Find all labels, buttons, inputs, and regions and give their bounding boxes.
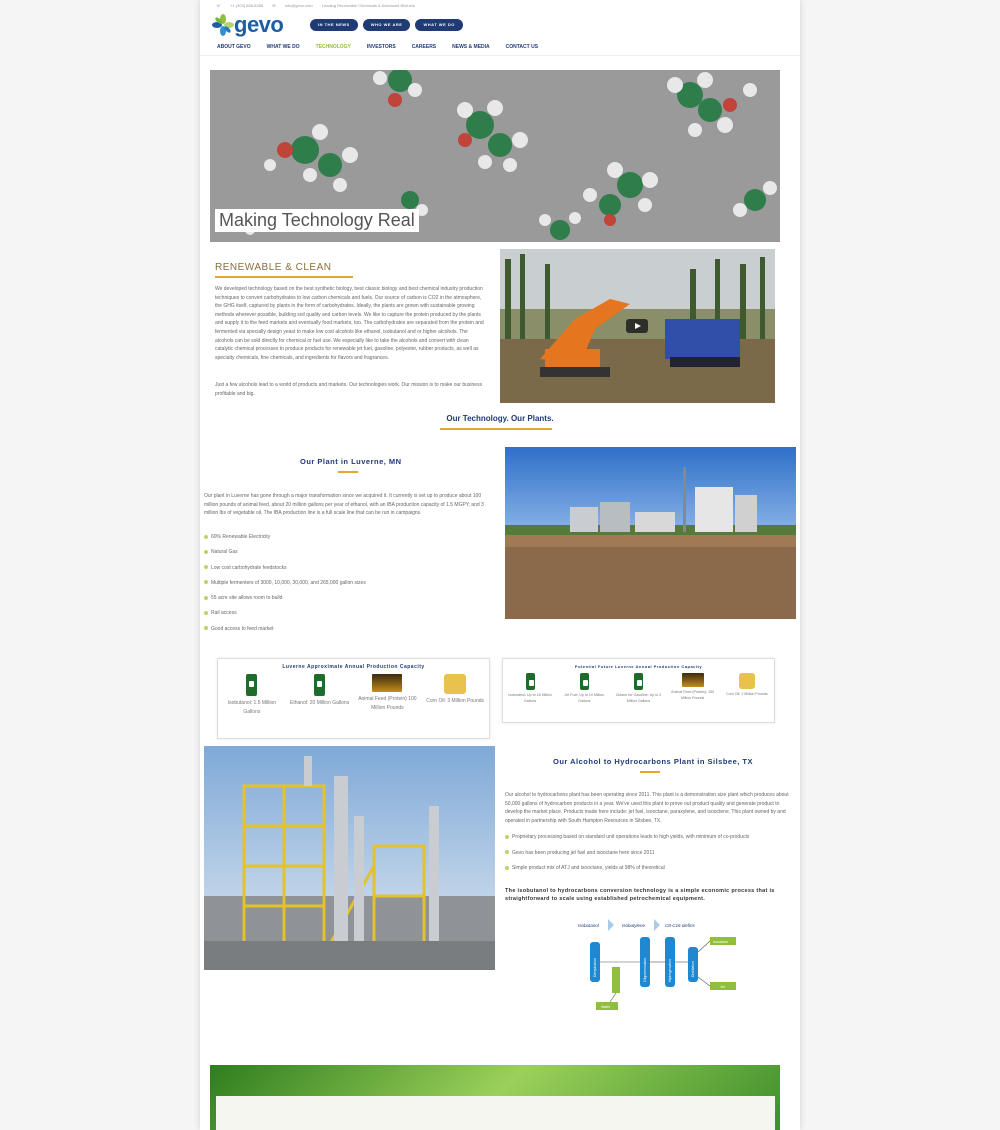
renewable-paragraph: We developed technology based on the best synthetic biology, best classic biology and best chemical industry production techniques to convert carbohydrates to low carbon chemicals and fuels. Our source of carbon is CO2 in the atmosphere, the GHG itself, captured by plants in the form of carbohydrates. Ideally, the plants are grown with sustainable growing methods wherever possible, building soil quality and carbon levels. We like to capture the protein produced by the plants and supply it to the feed markets and eventually food markets, too. The carbohydrates are separated from the protein and fermented via specially design yeast to make low cost alcohols like ethanol, isobutanol and or higher alcohols. The alcohols can be sold directly for chemical or fuel use. We especially like to take the alcohols and convert with clean catalytic chemical processes to produce products for renewable jet fuel, gasoline, polyester, rubber products, as well as specialty chemicals, fine chemicals, and ingredients for flavors and fragrances.	[215, 286, 484, 361]
renewable-paragraph-2: Just a few alcohols lead to a world of products and markets. Our technologies work. Our mission is to make our business profitable and big.	[215, 382, 483, 397]
nav-contact-us[interactable]: CONTACT US	[505, 44, 539, 50]
nav-news-media[interactable]: NEWS & MEDIA	[452, 44, 490, 50]
quick-links	[310, 19, 463, 31]
in-the-news-button[interactable]: IN THE NEWS	[310, 19, 358, 31]
current-capacity-card	[217, 658, 490, 739]
heading-underline	[338, 471, 358, 473]
card-title: Luverne Approximate Annual Production Capacity	[282, 664, 425, 670]
renewable-heading: RENEWABLE & CLEAN	[215, 262, 332, 273]
jet-label: Jet	[720, 985, 725, 989]
top-bar	[216, 3, 423, 8]
feed-icon	[682, 673, 704, 687]
list-item: Low cost carbohydrate feedstocks	[204, 565, 366, 580]
nav-what-we-do[interactable]: WHAT WE DO	[266, 44, 300, 50]
bullet-icon	[204, 550, 208, 554]
barrel-icon	[314, 674, 325, 696]
email-link[interactable]: info@gevo.com	[284, 3, 313, 8]
who-we-are-button[interactable]: WHO WE ARE	[363, 19, 411, 31]
list-item: Multiple fermenters of 3000, 10,000, 30,000, and 265,000 gallon sizes	[204, 580, 366, 595]
play-button-icon[interactable]	[626, 319, 648, 333]
future-capacity-card	[502, 658, 775, 723]
gevo-leaf-icon	[212, 14, 234, 36]
gevo-logo[interactable]	[212, 12, 283, 38]
hero-title: Making Technology Real	[215, 209, 419, 232]
corn-oil-icon	[444, 674, 466, 694]
list-item: Natural Gas	[204, 549, 366, 564]
plants-heading: Our Technology. Our Plants.	[446, 414, 554, 423]
water-separator	[612, 967, 620, 993]
bullet-icon	[505, 850, 509, 854]
barrel-icon	[526, 673, 535, 690]
olefins-label: C8-C16 olefins	[665, 923, 695, 928]
nav-technology[interactable]: TECHNOLOGY	[315, 44, 351, 50]
water-label: Water	[601, 1005, 611, 1009]
heading-underline	[440, 428, 552, 430]
nav-investors[interactable]: INVESTORS	[366, 44, 396, 50]
bullet-icon	[204, 565, 208, 569]
what-we-do-button[interactable]: WHAT WE DO	[415, 19, 462, 31]
luverne-paragraph: Our plant in Luverne has gone through a major transformation since we acquired it. It currently is set up to produce about 100 million pounds of animal feed, about 20 million gallons per year of ethanol, with an IBA production capacity of 1.5 MGPY, and 3 million lbs of vegetable oil. The IBA production line is a full scale line that can be run in campaigns.	[204, 493, 484, 517]
bullet-icon	[204, 580, 208, 584]
feed-icon	[372, 674, 402, 692]
bullet-icon	[204, 611, 208, 615]
bullet-icon	[505, 866, 509, 870]
silsbee-plant-photo	[204, 746, 495, 970]
heading-underline	[215, 276, 353, 278]
capacity-item: Animal Feed (Protein) 100 Million Pounds	[357, 674, 417, 716]
main-nav	[217, 44, 538, 50]
luverne-plant-photo	[505, 447, 796, 619]
nav-careers[interactable]: CAREERS	[411, 44, 437, 50]
dehydration-label: Dehydration	[593, 958, 597, 977]
heading-underline	[640, 771, 660, 773]
nav-about-gevo[interactable]: ABOUT GEVO	[217, 44, 251, 50]
isobutanol-label: Isobutanol	[578, 923, 599, 928]
isobutylene-label: Isobutylene	[622, 923, 646, 928]
nav-divider	[200, 55, 800, 56]
bullet-icon	[204, 596, 208, 600]
list-item: Rail access	[204, 610, 366, 625]
barrel-icon	[634, 673, 643, 690]
barrel-icon	[246, 674, 257, 696]
silsbee-bullets	[505, 834, 749, 881]
card-title: Potential Future Luverne Annual Production Capacity	[574, 664, 703, 669]
capacity-item: Animal Feed (Protein): 150 Million Pounds	[668, 673, 718, 704]
list-item: Simple product mix of ATJ and isooctane, yields at 98% of theoretical	[505, 865, 749, 881]
distillation-label: Distillation	[691, 961, 695, 977]
list-item: Proprietary processing based on standard unit operations leads to high yields, with minimum of co-products	[505, 834, 749, 850]
corn-oil-icon	[739, 673, 755, 689]
process-diagram	[570, 917, 740, 1012]
oligomerization-label: Oligomerization	[643, 957, 647, 982]
isooctane-label: Isooctane	[713, 940, 729, 944]
capacity-item: Corn Oil: 3 Million Pounds	[425, 674, 485, 716]
hydrogenation-label: Hydrogenation	[668, 959, 672, 982]
bullet-icon	[505, 835, 509, 839]
arrow-icon	[608, 919, 614, 931]
bullet-icon	[204, 535, 208, 539]
barrel-icon	[580, 673, 589, 690]
phone-link[interactable]: +1 (303) 858-8358	[230, 3, 264, 8]
page	[200, 0, 800, 1130]
silsbee-heading: Our Alcohol to Hydrocarbons Plant in Silsbee, TX	[553, 757, 753, 766]
luverne-bullets	[204, 534, 366, 641]
capacity-item: Jet Fuel: Up to 10 Million Gallons	[559, 673, 609, 704]
capacity-item: Ethanol: 20 Million Gallons	[290, 674, 350, 716]
list-item: Gevo has been producing jet fuel and isooctane here since 2011	[505, 850, 749, 866]
capacity-item: Corn Oil: 1 Million Pounds	[722, 673, 772, 704]
capacity-item: Octane for Gasoline: Up to 2 Million Gallons	[613, 673, 663, 704]
hero-banner	[210, 70, 780, 242]
capacity-item: Isobutanol: 1.5 Million Gallons	[222, 674, 282, 716]
phone-icon: ☏	[216, 3, 222, 8]
video-player[interactable]	[500, 249, 775, 403]
list-item: Good access to feed market	[204, 626, 366, 641]
capacity-item: Isobutanol: Up to 18 Million Gallons	[505, 673, 555, 704]
arrow-icon	[654, 919, 660, 931]
logo-text: gevo	[234, 12, 284, 37]
list-item: 55 acre site allows room to build	[204, 595, 366, 610]
conversion-note: The isobutanol to hydrocarbons conversion technology is a simple economic process that is straightforward to scale using established petrochemical equipment.	[505, 888, 775, 902]
list-item: 60% Renewable Electricity	[204, 534, 366, 549]
silsbee-paragraph: Our alcohol to hydrocarbons plant has been operating since 2011. This plant is a demonstration size plant which produces about 50,000 gallons of hydrocarbon products in a year. We've used this plant to prove out product quality and generate product to develop the market place. Products made here include: jet fuel, isooctane, paraxylene, and isooctene. This plant owned by and operated in partnership with South Hampton Resources in Silsbee, TX.	[505, 792, 789, 824]
bullet-icon	[204, 626, 208, 630]
tagline: Leading Renewable Chemicals & Advanced Biofuels	[321, 3, 415, 8]
luverne-heading: Our Plant in Luverne, MN	[300, 457, 402, 466]
email-icon: ✉	[272, 3, 276, 8]
footer-card	[216, 1096, 775, 1130]
